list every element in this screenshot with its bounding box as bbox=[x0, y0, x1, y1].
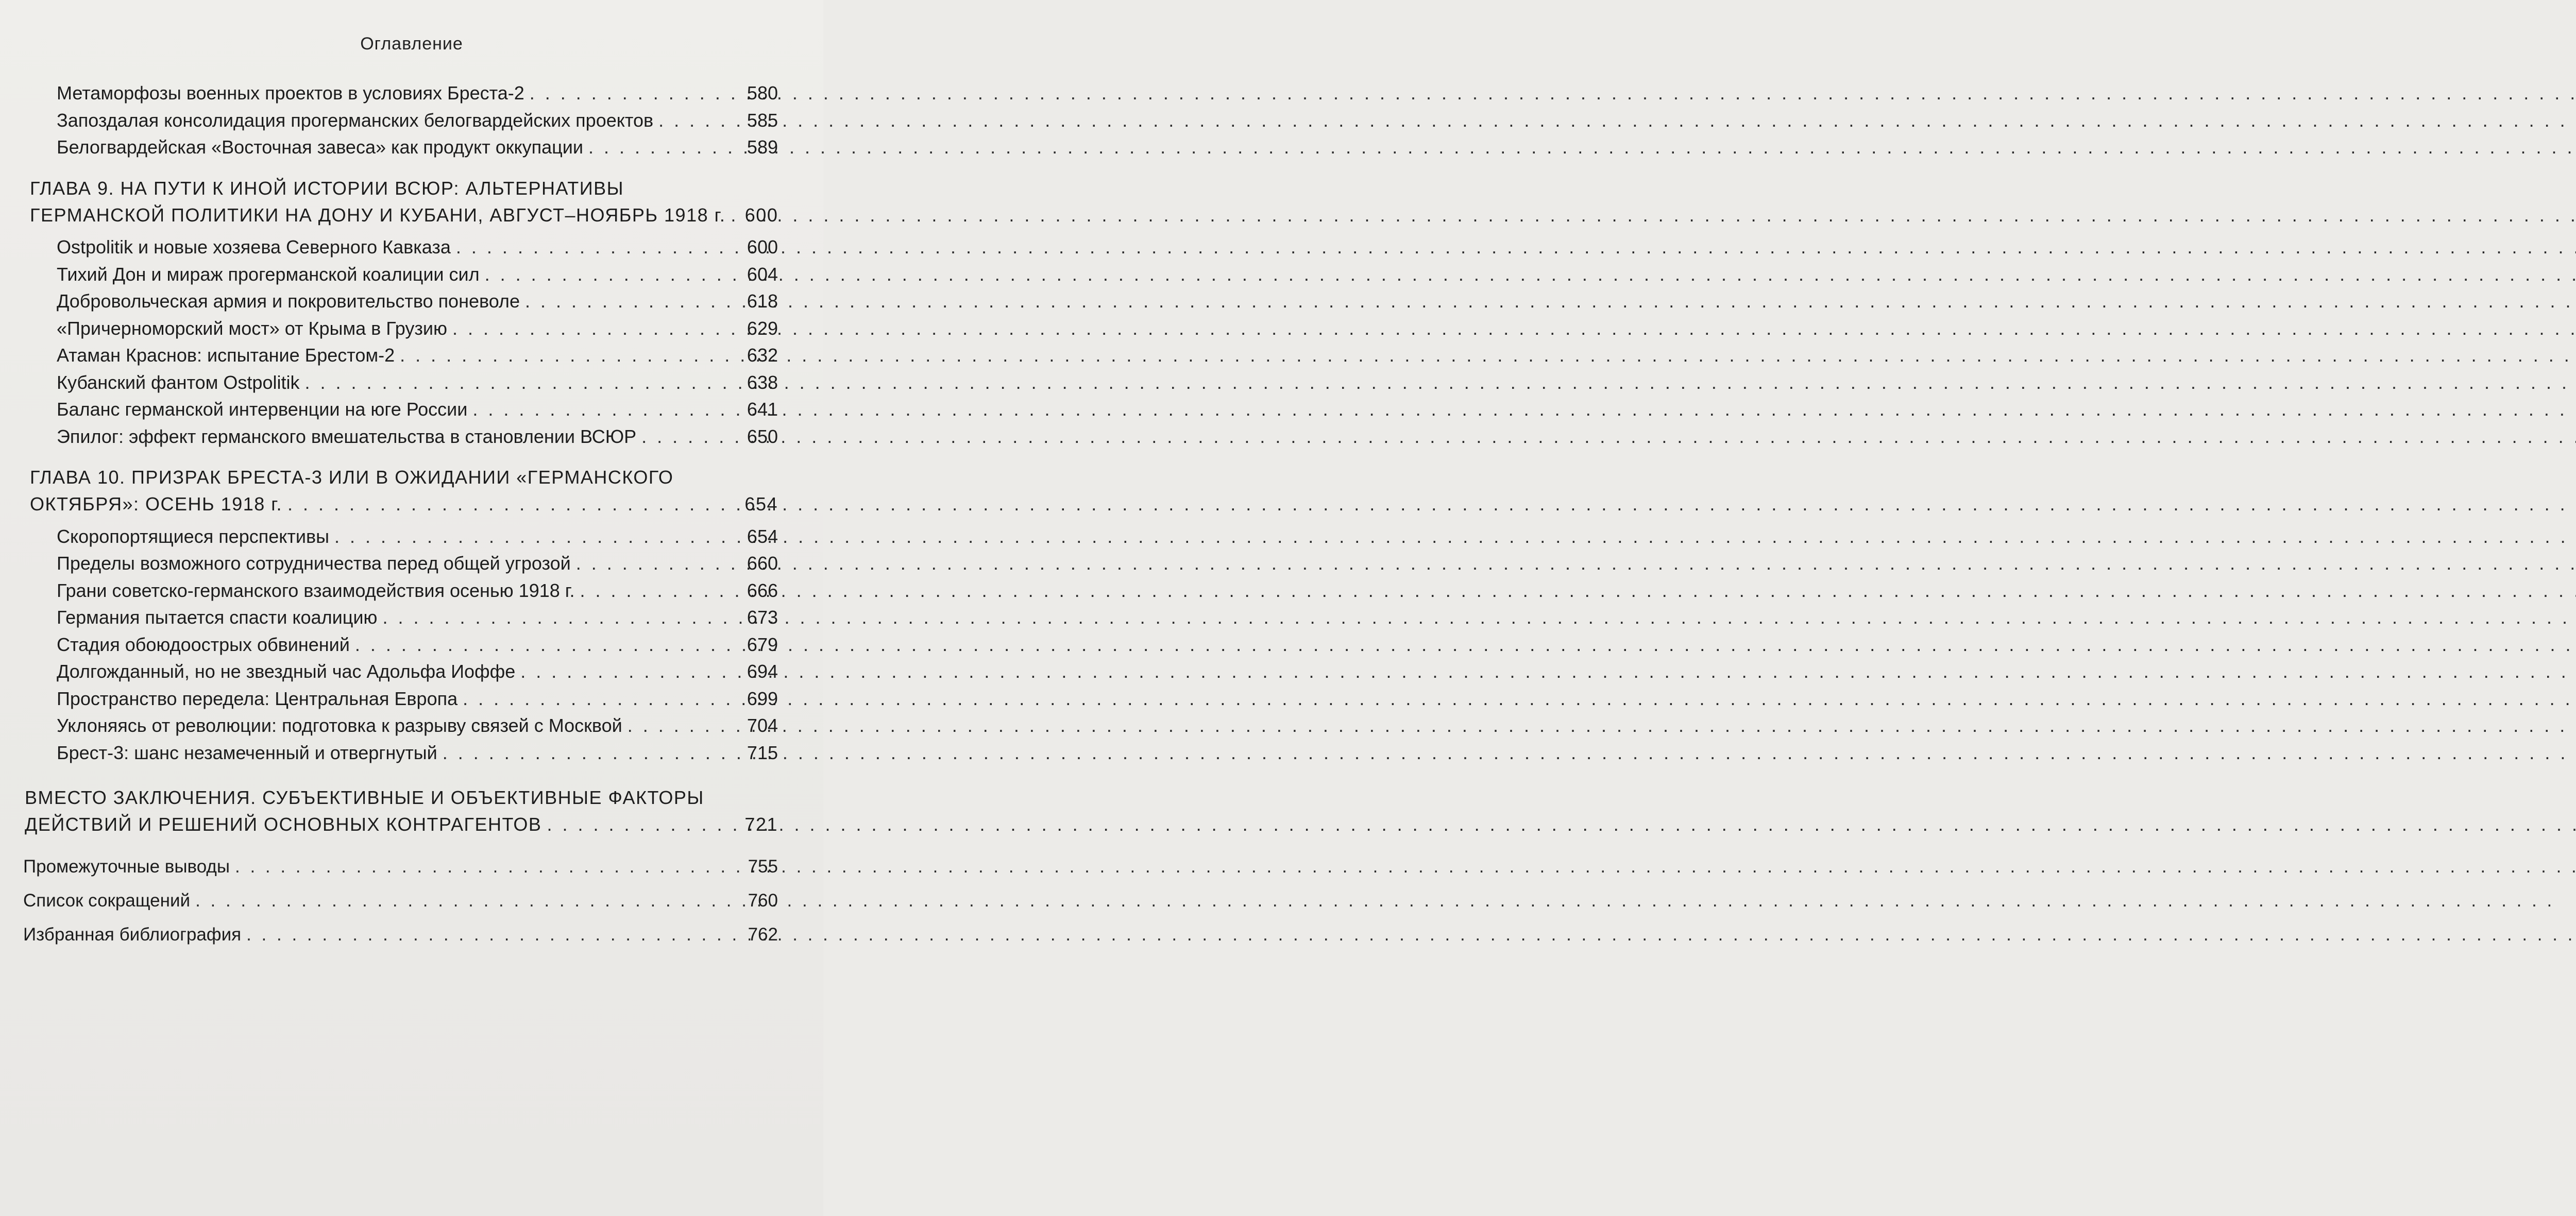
toc-entry-page: 673 bbox=[747, 607, 778, 628]
conclusion-title-line1[interactable]: ВМЕСТО ЗАКЛЮЧЕНИЯ. СУБЪЕКТИВНЫЕ И ОБЪЕКТИВНЫЕ ФАКТОРЫ bbox=[25, 787, 704, 808]
dot-leader bbox=[731, 202, 736, 229]
toc-entry-title: Ostpolitik и новые хозяева Северного Кавказа bbox=[57, 236, 451, 258]
toc-entry-title: Тихий Дон и мираж прогерманской коалиции сил bbox=[57, 263, 480, 285]
toc-entry-page: 699 bbox=[747, 688, 778, 709]
toc-entry[interactable] bbox=[21, 107, 778, 134]
toc-entry-title: Уклоняясь от революции: подготовка к разрыву связей с Москвой bbox=[57, 715, 622, 736]
conclusion-page: 721 bbox=[744, 814, 778, 835]
toc-entry-title: «Причерноморский мост» от Крыма в Грузию bbox=[57, 317, 447, 339]
toc-entry[interactable] bbox=[21, 604, 778, 631]
toc-entry[interactable] bbox=[21, 342, 778, 369]
toc-entry[interactable] bbox=[21, 396, 778, 423]
dot-leader bbox=[195, 884, 736, 918]
toc-entry-page: 618 bbox=[747, 290, 778, 312]
toc-entry-title: Список сокращений bbox=[23, 890, 191, 911]
toc-entry[interactable] bbox=[21, 658, 778, 686]
toc-entry-page: 715 bbox=[747, 742, 778, 763]
dot-leader bbox=[641, 423, 736, 451]
toc-entry[interactable] bbox=[21, 918, 778, 952]
toc-entry[interactable] bbox=[21, 523, 778, 551]
chapter-9-page: 600 bbox=[744, 204, 778, 226]
toc-entry-page: 762 bbox=[748, 924, 778, 945]
toc-entry-page: 654 bbox=[747, 525, 778, 547]
toc-entry-page: 580 bbox=[747, 82, 778, 104]
chapter-10-title-line2: ОКТЯБРЯ»: ОСЕНЬ 1918 г. bbox=[30, 493, 283, 515]
back-matter bbox=[21, 850, 778, 952]
chapter-10-title-line1[interactable]: ГЛАВА 10. ПРИЗРАК БРЕСТА-3 ИЛИ В ОЖИДАНИИ «ГЕРМАНСКОГО bbox=[30, 467, 674, 488]
continuation-sections bbox=[21, 80, 778, 161]
dot-leader bbox=[530, 80, 736, 107]
toc-entry[interactable] bbox=[21, 686, 778, 713]
conclusion-title-line2: ДЕЙСТВИЙ И РЕШЕНИЙ ОСНОВНЫХ КОНТРАГЕНТОВ bbox=[25, 814, 542, 835]
chapter-10 bbox=[21, 464, 778, 518]
toc-entry-title: Эпилог: эффект германского вмешательства в становлении ВСЮР bbox=[57, 425, 637, 447]
toc-entry-title: Метаморфозы военных проектов в условиях Бреста-2 bbox=[57, 82, 524, 104]
conclusion bbox=[21, 784, 778, 838]
conclusion-heading[interactable] bbox=[21, 811, 778, 838]
toc-entry-page: 660 bbox=[747, 553, 778, 574]
dot-leader bbox=[485, 261, 736, 288]
toc-entry-page: 585 bbox=[747, 109, 778, 131]
toc-entry[interactable] bbox=[21, 134, 778, 161]
dot-leader bbox=[355, 631, 736, 659]
toc-entry[interactable] bbox=[21, 288, 778, 315]
dot-leader bbox=[235, 850, 736, 884]
dot-leader bbox=[382, 604, 736, 631]
dot-leader bbox=[456, 234, 736, 261]
chapter-10-page: 654 bbox=[744, 493, 778, 515]
toc-entry-title: Стадия обоюдоострых обвинений bbox=[57, 633, 350, 655]
toc-entry-title: Грани советско-германского взаимодействия осенью 1918 г. bbox=[57, 579, 575, 601]
toc-entry-page: 638 bbox=[747, 371, 778, 393]
dot-leader bbox=[658, 107, 736, 134]
toc-entry-page: 629 bbox=[747, 317, 778, 339]
toc-entry-title: Избранная библиография bbox=[23, 924, 242, 945]
chapter-9-title-line1[interactable]: ГЛАВА 9. НА ПУТИ К ИНОЙ ИСТОРИИ ВСЮР: АЛЬТЕРНАТИВЫ bbox=[30, 177, 624, 199]
dot-leader bbox=[287, 491, 736, 518]
dot-leader bbox=[334, 523, 736, 551]
toc-entry-title: Пространство передела: Центральная Европа bbox=[57, 688, 458, 709]
toc-entry[interactable] bbox=[21, 234, 778, 261]
chapter-10-sections bbox=[21, 523, 778, 767]
toc-entry-title: Промежуточные выводы bbox=[23, 856, 230, 877]
toc-entry-page: 650 bbox=[747, 425, 778, 447]
toc-entry-page: 755 bbox=[748, 856, 778, 877]
dot-leader bbox=[304, 369, 736, 397]
chapter-10-heading[interactable] bbox=[21, 491, 778, 518]
toc-entry-page: 760 bbox=[748, 890, 778, 911]
running-head: Оглавление bbox=[360, 34, 463, 54]
book-page bbox=[0, 0, 823, 1216]
toc-entry-title: Кубанский фантом Ostpolitik bbox=[57, 371, 300, 393]
chapter-9 bbox=[21, 175, 778, 229]
dot-leader bbox=[472, 396, 736, 423]
dot-leader bbox=[443, 740, 736, 767]
toc-entry[interactable] bbox=[21, 712, 778, 740]
toc-entry-title: Добровольческая армия и покровительство поневоле bbox=[57, 290, 520, 312]
dot-leader bbox=[628, 712, 736, 740]
toc-entry-page: 694 bbox=[747, 661, 778, 682]
toc-entry-page: 704 bbox=[747, 715, 778, 736]
dot-leader bbox=[576, 550, 736, 577]
toc-entry[interactable] bbox=[21, 423, 778, 451]
toc-entry[interactable] bbox=[21, 631, 778, 659]
toc-entry[interactable] bbox=[21, 850, 778, 884]
toc-entry[interactable] bbox=[21, 577, 778, 605]
toc-entry-page: 600 bbox=[747, 236, 778, 258]
toc-entry-title: Атаман Краснов: испытание Брестом-2 bbox=[57, 345, 395, 366]
toc-entry[interactable] bbox=[21, 80, 778, 107]
dot-leader bbox=[520, 658, 736, 686]
toc-entry[interactable] bbox=[21, 884, 778, 918]
toc-entry-title: Белогвардейская «Восточная завеса» как продукт оккупации bbox=[57, 136, 583, 158]
dot-leader bbox=[452, 315, 736, 342]
toc-entry[interactable] bbox=[21, 740, 778, 767]
toc-entry[interactable] bbox=[21, 550, 778, 577]
toc-entry-title: Пределы возможного сотрудничества перед общей угрозой bbox=[57, 553, 571, 574]
dot-leader bbox=[463, 686, 736, 713]
toc-entry-page: 604 bbox=[747, 263, 778, 285]
toc-entry-page: 679 bbox=[747, 633, 778, 655]
table-of-contents bbox=[21, 80, 778, 952]
toc-entry-title: Долгожданный, но не звездный час Адольфа Иоффе bbox=[57, 661, 516, 682]
chapter-9-heading[interactable] bbox=[21, 202, 778, 229]
toc-entry-title: Германия пытается спасти коалицию bbox=[57, 607, 378, 628]
chapter-9-sections bbox=[21, 234, 778, 450]
dot-leader bbox=[580, 577, 736, 605]
chapter-9-title-line2: ГЕРМАНСКОЙ ПОЛИТИКИ НА ДОНУ И КУБАНИ, АВГУСТ–НОЯБРЬ 1918 г. bbox=[30, 204, 726, 226]
toc-entry-page: 666 bbox=[747, 579, 778, 601]
toc-entry[interactable] bbox=[21, 261, 778, 288]
dot-leader bbox=[525, 288, 736, 315]
toc-entry[interactable] bbox=[21, 315, 778, 342]
toc-entry-page: 589 bbox=[747, 136, 778, 158]
dot-leader bbox=[400, 342, 736, 369]
toc-entry[interactable] bbox=[21, 369, 778, 397]
toc-entry-title: Брест-3: шанс незамеченный и отвергнутый bbox=[57, 742, 437, 763]
dot-leader bbox=[588, 134, 736, 161]
dot-leader bbox=[246, 918, 736, 952]
toc-entry-title: Запоздалая консолидация прогерманских белогвардейских проектов bbox=[57, 109, 654, 131]
toc-entry-page: 632 bbox=[747, 345, 778, 366]
dot-leader bbox=[547, 811, 736, 838]
toc-entry-title: Скоропортящиеся перспективы bbox=[57, 525, 329, 547]
toc-entry-page: 641 bbox=[747, 399, 778, 420]
toc-entry-title: Баланс германской интервенции на юге России bbox=[57, 399, 468, 420]
